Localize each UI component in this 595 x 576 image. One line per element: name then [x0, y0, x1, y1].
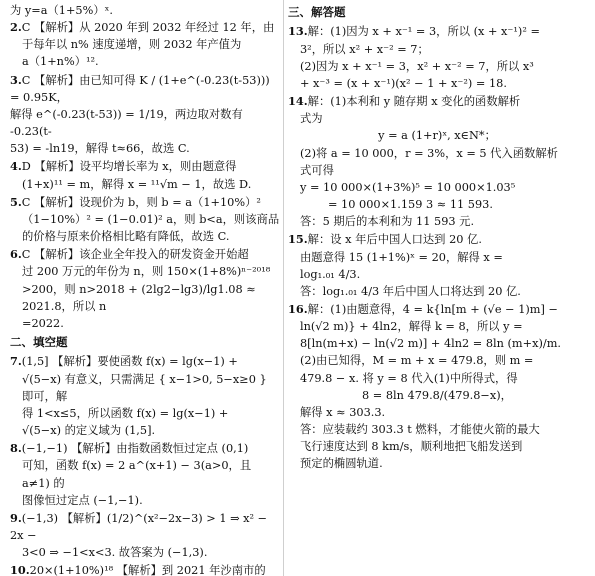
item-line: (2)因为 x + x⁻¹ = 3，x² + x⁻² = 7，所以 x³ [300, 59, 534, 73]
item-line: 解得 x ≈ 303.3. [300, 405, 386, 419]
item-number: 6. [10, 247, 22, 262]
item-line: (2)由已知得，M = m + x = 479.8，则 m = [300, 354, 534, 368]
item-number: 7. [10, 354, 22, 369]
item-line: C 【解析】该企业全年投入的研发资金开始超 [21, 248, 249, 262]
answer-item-16 [288, 301, 586, 473]
item-line: 解：(1)由题意得，4 = k{ln[m + (√e − 1)m] − [307, 302, 558, 316]
item-line: 答：log₁.₀₁ 4/3 年后中国人口将达到 20 亿. [300, 284, 521, 298]
item-line: 解：(1)因为 x + x⁻¹ = 3，所以 (x + x⁻¹)² = [307, 25, 540, 39]
item-line: 53) = -ln19，解得 t≈66，故选 C. [10, 142, 190, 156]
item-line: ln(√2 m)} + 4ln2，解得 k = 8，所以 y = [300, 320, 523, 334]
item-number: 4. [10, 159, 22, 174]
item-line: (2)将 a = 10 000，r = 3%，x = 5 代入函数解析 [300, 146, 558, 160]
answer-item-9 [10, 510, 280, 561]
answer-item-14 [288, 93, 586, 230]
answer-item-8 [10, 440, 280, 509]
item-line: C 【解析】由已知可得 K / (1+e^(-0.23(t-53))) = 0.95K， [10, 73, 270, 104]
item-number: 8. [10, 441, 22, 456]
item-line: √(5−x) 的定义域为 (1,5]. [22, 424, 156, 438]
item-line: log₁.₀₁ 4/3. [300, 267, 361, 281]
item-line: 过 200 万元的年份为 n，则 150×(1+8%)ⁿ⁻²⁰¹⁸ [22, 265, 271, 279]
item-line: (1,5] 【解析】要使函数 f(x) = lg(x−1) + [21, 355, 238, 369]
item-line: 答：应装载约 303.3 t 燃料，才能使火箭的最大 [300, 423, 540, 437]
item-line: 3<0 ⇒ −1<x<3. 故答案为 (−1,3). [22, 546, 208, 560]
item-line: C 【解析】从 2020 年到 2032 年经过 12 年，由 [21, 21, 275, 35]
item-line: 飞行速度达到 8 km/s，顺利地把飞船发送到 [300, 440, 523, 454]
item-line: 于每年以 n% 速度递增，则 2032 年产值为 [22, 38, 242, 52]
item-line: C 【解析】设现价为 b，则 b = a（1+10%）² [21, 195, 261, 209]
item-line: 20×(1+10%)¹⁸ 【解析】到 2021 年沙南市的 [29, 564, 266, 576]
answer-item-13 [288, 23, 586, 92]
answer-item-10 [10, 562, 280, 576]
answer-item-3 [10, 72, 280, 158]
answer-item-2 [10, 19, 280, 70]
answer-item-6 [10, 246, 280, 332]
item-number: 14. [288, 94, 308, 109]
item-number: 9. [10, 510, 22, 525]
answer-item-4 [10, 158, 280, 192]
answer-item-5 [10, 194, 280, 245]
item-number: 5. [10, 194, 22, 209]
column-divider [283, 0, 284, 576]
item-line: = 10 000×1.159 3 ≈ 11 593. [328, 198, 493, 212]
item-line: a（1+n%）¹². [22, 55, 99, 69]
item-line: 式可得 [300, 163, 334, 177]
item-line: (−1,3) 【解析】(1/2)^(x²−2x−3) > 1 ⇒ x² − 2x − [10, 511, 268, 542]
item-line: 答：5 期后的本利和为 11 593 元. [300, 215, 475, 229]
item-number: 16. [288, 301, 308, 316]
item-line: (−1,−1) 【解析】由指数函数恒过定点 (0,1) [21, 442, 249, 456]
item-line: D 【解析】设平均增长率为 x，则由题意得 [21, 160, 237, 174]
item-line: y = 10 000×(1+3%)⁵ = 10 000×1.03⁵ [300, 180, 516, 194]
item-number: 15. [288, 232, 308, 247]
item-number: 13. [288, 24, 308, 39]
item-formula: y = a (1+r)ˣ, x∈N*； [378, 129, 496, 143]
item-line: + x⁻³ = (x + x⁻¹)(x² − 1 + x⁻²) = 18. [300, 76, 507, 90]
item-line: =2022. [22, 316, 64, 330]
item-line: 图像恒过定点 (−1,−1). [22, 493, 143, 507]
item-formula: 8 = 8ln 479.8/(479.8−x)， [362, 388, 512, 402]
item-line: 解：设 x 年后中国人口达到 20 亿. [307, 233, 482, 247]
item-line: (1+x)¹¹ = m，解得 x = ¹¹√m − 1，故选 D. [22, 177, 252, 191]
item-number: 2. [10, 20, 22, 35]
left-column [10, 2, 280, 576]
item-line: 解：(1)本利和 y 随存期 x 变化的函数解析 [307, 95, 521, 109]
item-number: 10. [10, 563, 30, 576]
item-line: 8[ln(m+x) − ln(√2 m)] + 4ln2 = 8ln (m+x)/m. [300, 337, 561, 351]
item-line: 的价格与原来价格相比略有降低，故选 C. [22, 230, 230, 244]
section-heading-solve: 三、解答题 [288, 5, 346, 19]
item-line: 可知，函数 f(x) = 2 a^(x+1) − 3(a>0，且 a≠1) 的 [22, 459, 252, 490]
item-line: >200，则 n>2018 + (2lg2−lg3)/lg1.08 ≈ 2021.8，所以 n [22, 282, 256, 313]
item-line: 解得 e^(-0.23(t-53)) = 1/19，两边取对数有 -0.23(t- [10, 107, 243, 139]
item-number: 3. [10, 72, 22, 87]
item-line: 预定的椭圆轨道. [300, 457, 383, 471]
answer-item-7 [10, 353, 280, 439]
item-line: 式为 [300, 112, 323, 126]
right-column [288, 2, 586, 576]
item-line: 3²，所以 x² + x⁻² = 7； [300, 42, 429, 56]
section-heading-fill: 二、填空题 [10, 334, 68, 349]
item-line: 由题意得 15 (1+1%)ˣ = 20，解得 x = [300, 250, 503, 264]
item-line: √(5−x) 有意义，只需满足 { x−1>0, 5−x≥0 } 即可，解 [22, 372, 267, 403]
answer-item-15 [288, 231, 586, 300]
intro-line: 为 y=a（1+5%）ˣ. [10, 4, 114, 17]
item-line: 得 1<x≤5，所以函数 f(x) = lg(x−1) + [22, 406, 229, 420]
item-line: 479.8 − x. 将 y = 8 代入(1)中所得式，得 [300, 371, 518, 385]
item-line: （1−10%）² = (1−0.01)² a，则 b<a，则该商品 [22, 212, 280, 226]
